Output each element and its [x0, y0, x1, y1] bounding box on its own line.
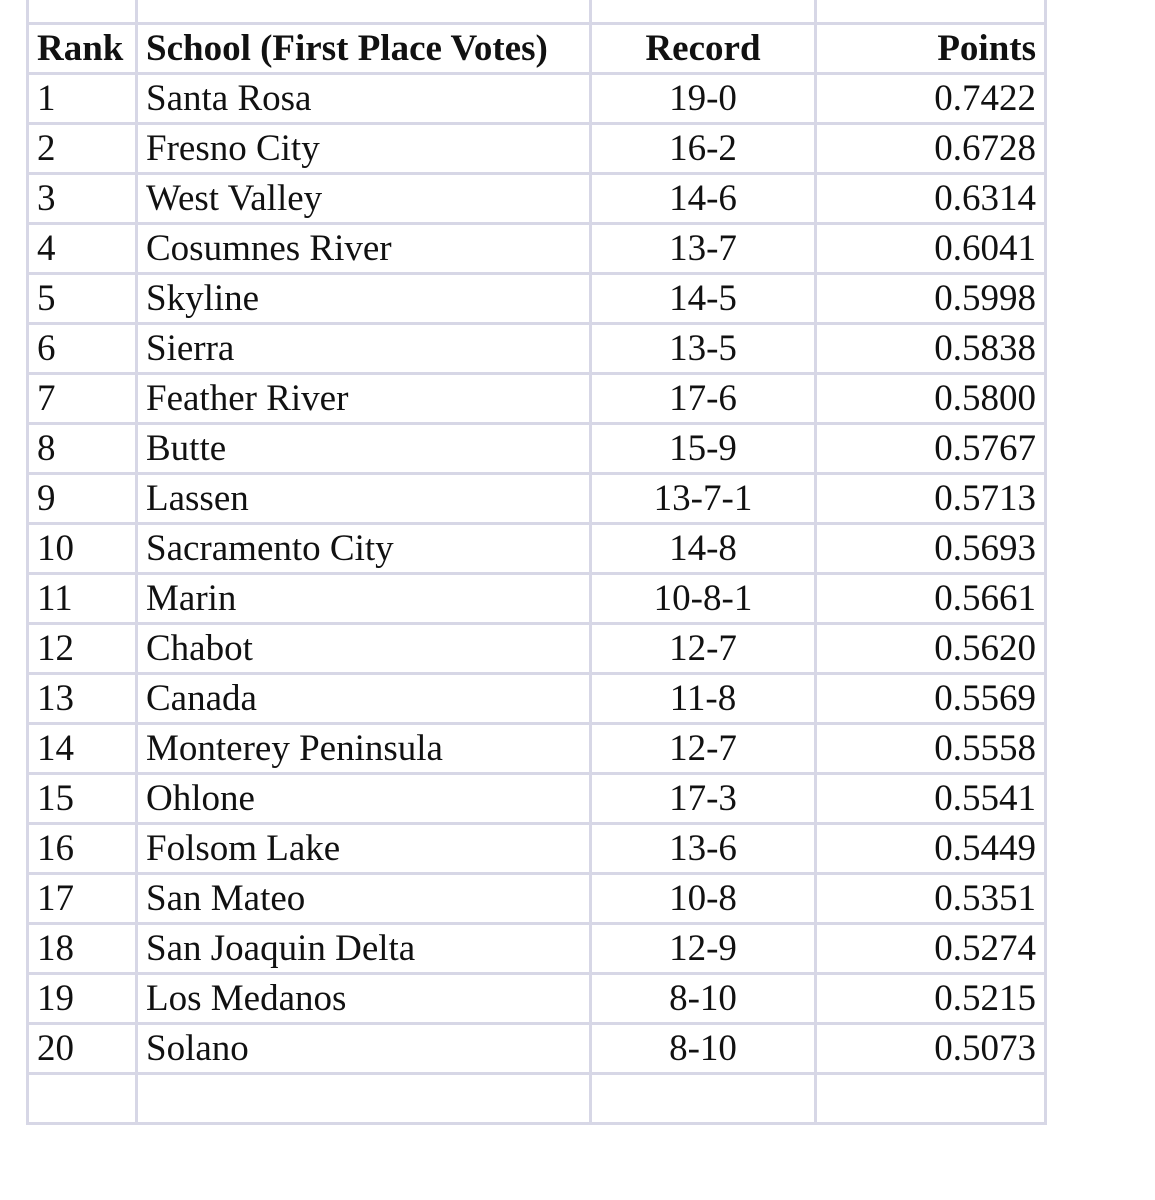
points-cell: 0.5800	[816, 374, 1046, 424]
school-cell: Skyline	[137, 274, 591, 324]
rank-cell: 8	[28, 424, 137, 474]
points-cell: 0.7422	[816, 74, 1046, 124]
header-rank: Rank	[28, 24, 137, 74]
points-cell: 0.5569	[816, 674, 1046, 724]
rank-cell: 3	[28, 174, 137, 224]
school-cell: Solano	[137, 1024, 591, 1074]
record-cell: 13-7	[591, 224, 816, 274]
table-row	[28, 724, 1046, 774]
rank-cell: 7	[28, 374, 137, 424]
table-row	[28, 374, 1046, 424]
points-cell: 0.6314	[816, 174, 1046, 224]
empty-cell	[816, 1074, 1046, 1124]
empty-cell	[137, 1074, 591, 1124]
table-row	[28, 974, 1046, 1024]
record-cell: 17-3	[591, 774, 816, 824]
record-cell: 10-8-1	[591, 574, 816, 624]
record-cell: 11-8	[591, 674, 816, 724]
school-cell: Los Medanos	[137, 974, 591, 1024]
rank-cell: 17	[28, 874, 137, 924]
school-cell: Feather River	[137, 374, 591, 424]
header-record: Record	[591, 24, 816, 74]
rank-cell: 2	[28, 124, 137, 174]
empty-top-row	[28, 0, 1046, 24]
empty-cell	[28, 1074, 137, 1124]
table-row	[28, 174, 1046, 224]
points-cell: 0.5274	[816, 924, 1046, 974]
school-cell: Cosumnes River	[137, 224, 591, 274]
school-cell: Butte	[137, 424, 591, 474]
table-row	[28, 824, 1046, 874]
record-cell: 15-9	[591, 424, 816, 474]
table-row	[28, 124, 1046, 174]
header-points: Points	[816, 24, 1046, 74]
points-cell: 0.5073	[816, 1024, 1046, 1074]
empty-cell	[591, 0, 816, 24]
record-cell: 14-6	[591, 174, 816, 224]
points-cell: 0.5693	[816, 524, 1046, 574]
table-row	[28, 524, 1046, 574]
record-cell: 8-10	[591, 1024, 816, 1074]
table-row	[28, 774, 1046, 824]
rank-cell: 6	[28, 324, 137, 374]
record-cell: 12-9	[591, 924, 816, 974]
rank-cell: 20	[28, 1024, 137, 1074]
table-row	[28, 1024, 1046, 1074]
points-cell: 0.5351	[816, 874, 1046, 924]
record-cell: 8-10	[591, 974, 816, 1024]
table-row	[28, 474, 1046, 524]
header-row	[28, 24, 1046, 74]
school-cell: Fresno City	[137, 124, 591, 174]
points-cell: 0.5558	[816, 724, 1046, 774]
points-cell: 0.5620	[816, 624, 1046, 674]
empty-bottom-row	[28, 1074, 1046, 1124]
table-row	[28, 424, 1046, 474]
points-cell: 0.5998	[816, 274, 1046, 324]
record-cell: 17-6	[591, 374, 816, 424]
school-cell: Sierra	[137, 324, 591, 374]
school-cell: Canada	[137, 674, 591, 724]
points-cell: 0.5713	[816, 474, 1046, 524]
rank-cell: 18	[28, 924, 137, 974]
rank-cell: 1	[28, 74, 137, 124]
school-cell: West Valley	[137, 174, 591, 224]
rank-cell: 12	[28, 624, 137, 674]
record-cell: 19-0	[591, 74, 816, 124]
rank-cell: 19	[28, 974, 137, 1024]
table-row	[28, 624, 1046, 674]
school-cell: Chabot	[137, 624, 591, 674]
record-cell: 14-8	[591, 524, 816, 574]
record-cell: 12-7	[591, 624, 816, 674]
points-cell: 0.5767	[816, 424, 1046, 474]
rank-cell: 16	[28, 824, 137, 874]
points-cell: 0.5541	[816, 774, 1046, 824]
table-row	[28, 274, 1046, 324]
record-cell: 14-5	[591, 274, 816, 324]
table-row	[28, 74, 1046, 124]
table-row	[28, 674, 1046, 724]
record-cell: 13-5	[591, 324, 816, 374]
empty-cell	[28, 0, 137, 24]
record-cell: 10-8	[591, 874, 816, 924]
empty-cell	[137, 0, 591, 24]
rank-cell: 13	[28, 674, 137, 724]
school-cell: Sacramento City	[137, 524, 591, 574]
school-cell: Marin	[137, 574, 591, 624]
empty-cell	[591, 1074, 816, 1124]
school-cell: Monterey Peninsula	[137, 724, 591, 774]
rank-cell: 11	[28, 574, 137, 624]
rank-cell: 14	[28, 724, 137, 774]
table-row	[28, 324, 1046, 374]
points-cell: 0.6041	[816, 224, 1046, 274]
rankings-table	[26, 0, 1047, 1125]
record-cell: 16-2	[591, 124, 816, 174]
table-row	[28, 924, 1046, 974]
table-row	[28, 874, 1046, 924]
school-cell: San Mateo	[137, 874, 591, 924]
school-cell: Lassen	[137, 474, 591, 524]
school-cell: Santa Rosa	[137, 74, 591, 124]
points-cell: 0.5661	[816, 574, 1046, 624]
record-cell: 13-7-1	[591, 474, 816, 524]
rank-cell: 15	[28, 774, 137, 824]
school-cell: Ohlone	[137, 774, 591, 824]
table-row	[28, 224, 1046, 274]
school-cell: San Joaquin Delta	[137, 924, 591, 974]
rank-cell: 9	[28, 474, 137, 524]
points-cell: 0.5215	[816, 974, 1046, 1024]
points-cell: 0.6728	[816, 124, 1046, 174]
points-cell: 0.5449	[816, 824, 1046, 874]
points-cell: 0.5838	[816, 324, 1046, 374]
rank-cell: 10	[28, 524, 137, 574]
record-cell: 12-7	[591, 724, 816, 774]
table-row	[28, 574, 1046, 624]
school-cell: Folsom Lake	[137, 824, 591, 874]
rank-cell: 4	[28, 224, 137, 274]
rankings-table-body	[28, 0, 1046, 1124]
empty-cell	[816, 0, 1046, 24]
record-cell: 13-6	[591, 824, 816, 874]
header-school: School (First Place Votes)	[137, 24, 591, 74]
rank-cell: 5	[28, 274, 137, 324]
